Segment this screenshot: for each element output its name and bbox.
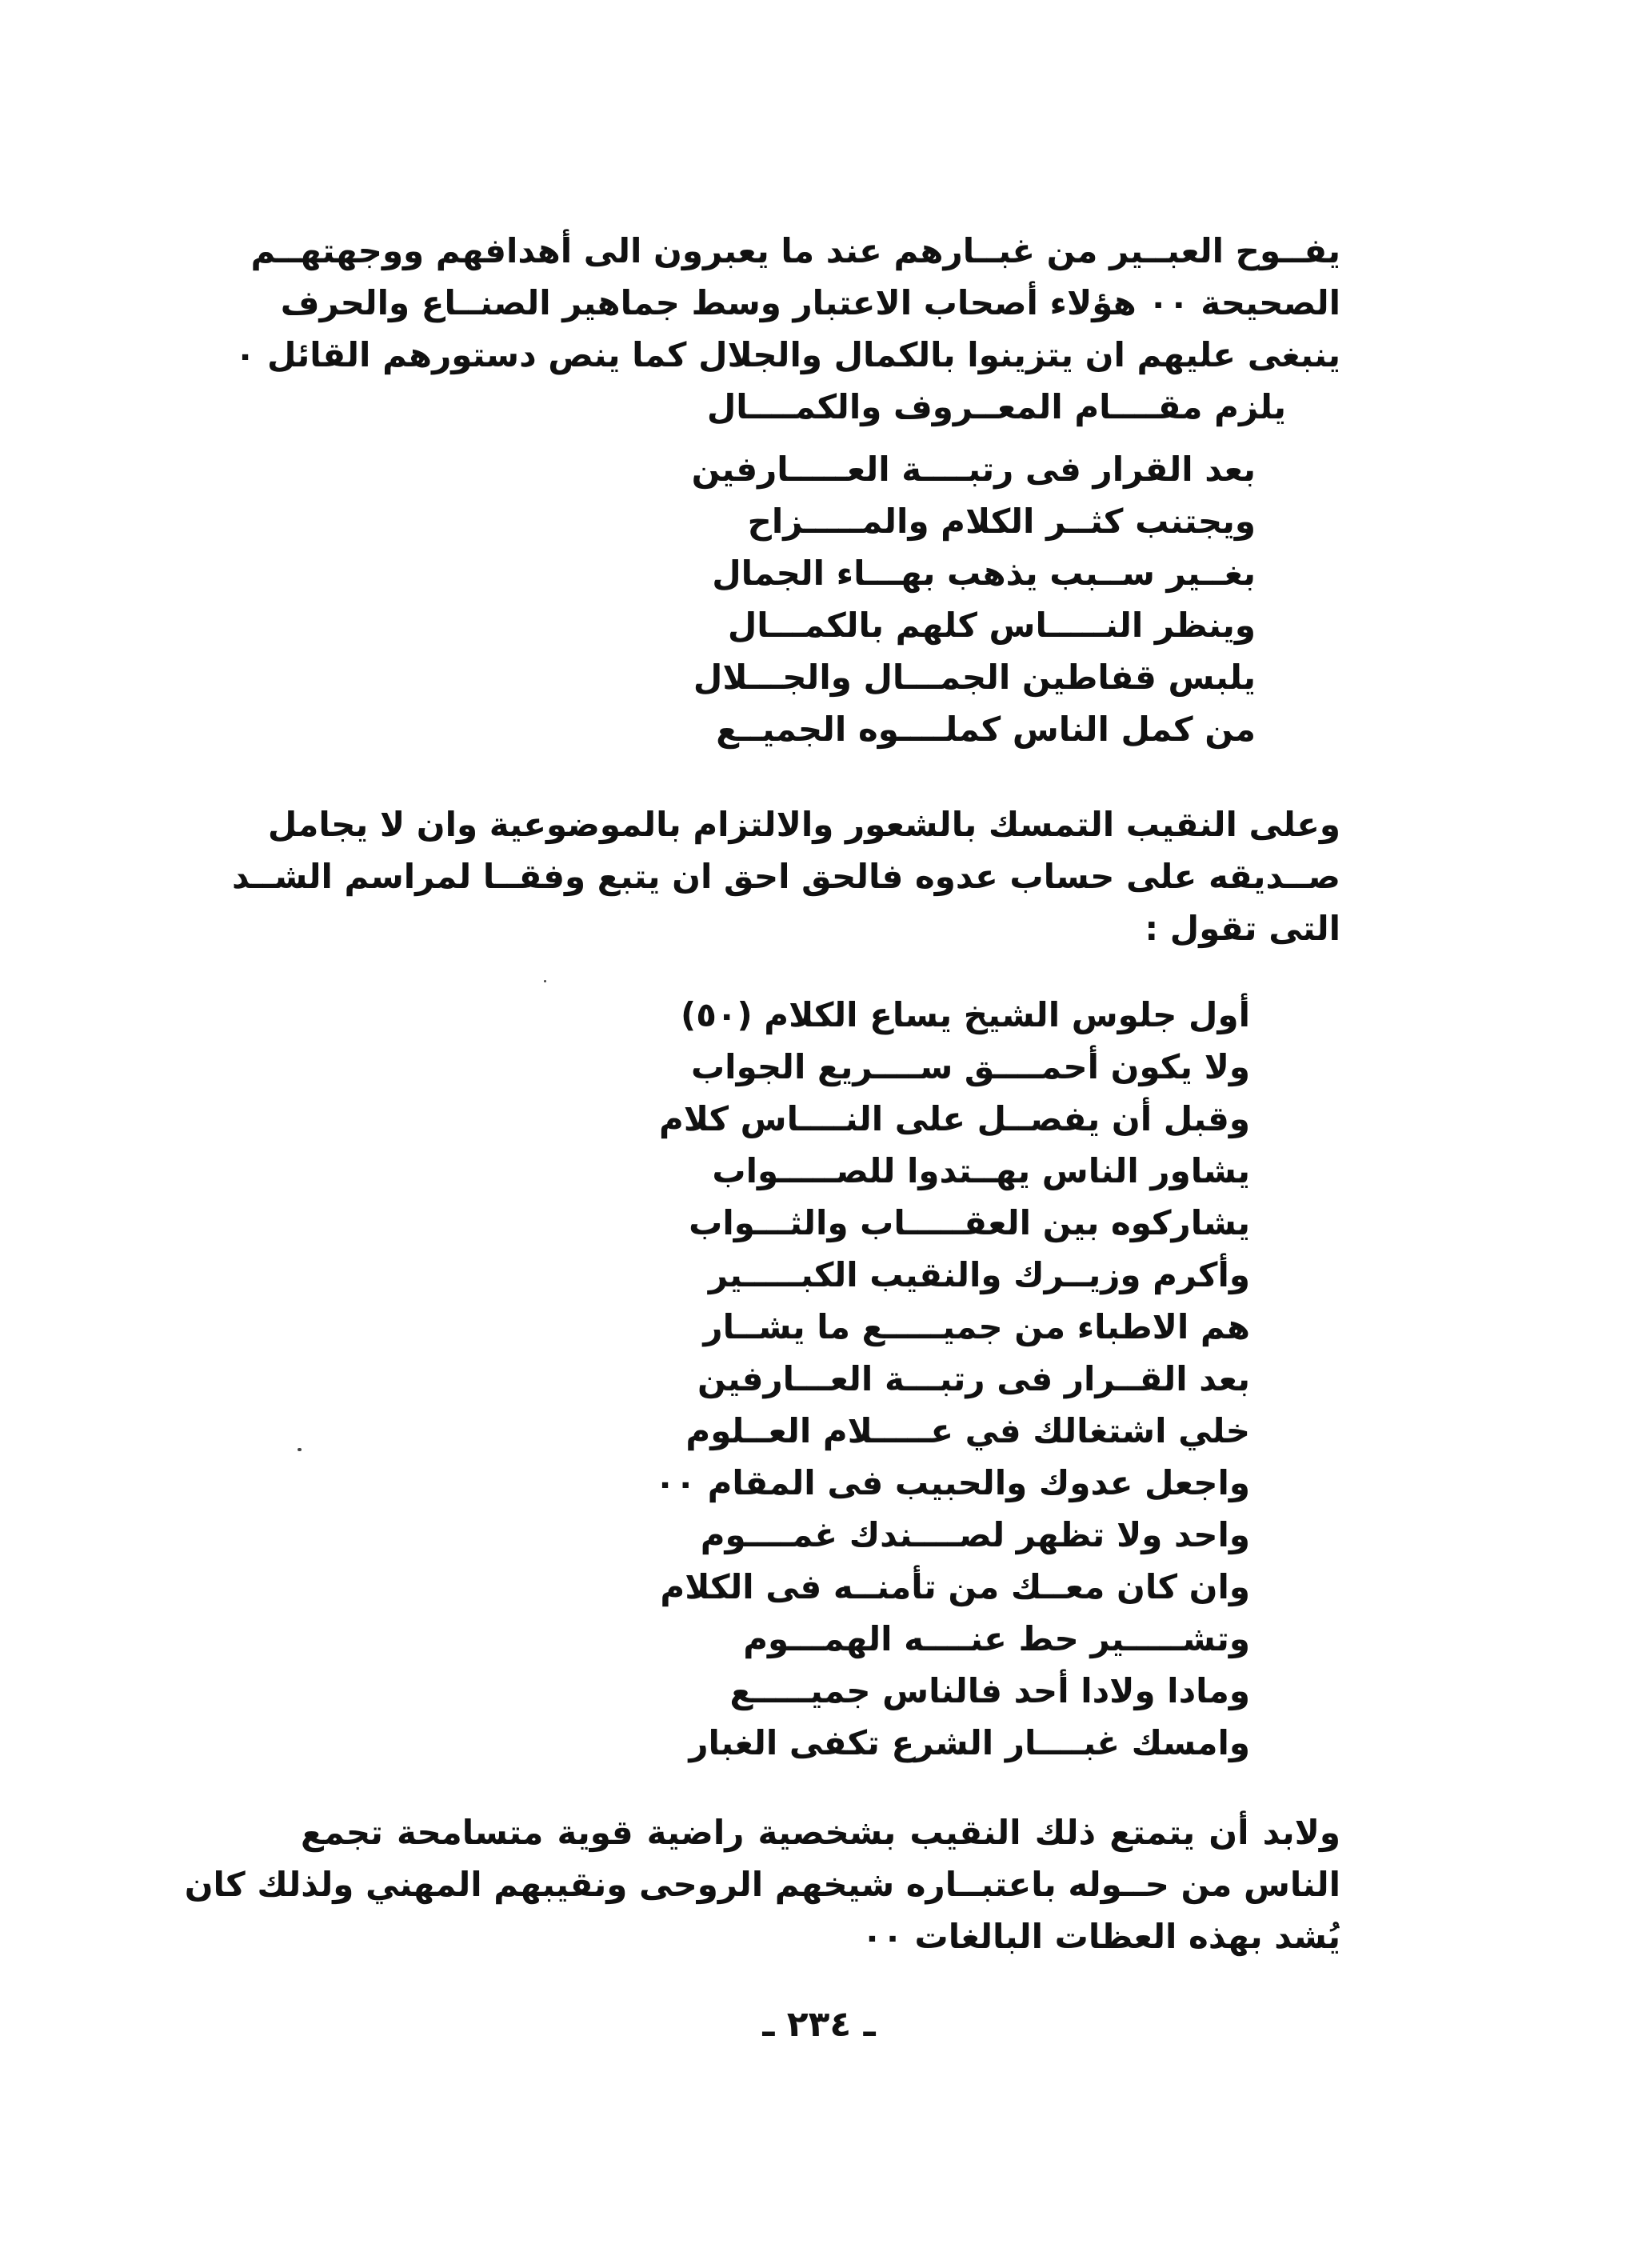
verse-line: واحد ولا تظهر لصــــندك غمــــوم xyxy=(700,1515,1250,1554)
page-number: ـ ٢٣٤ ـ xyxy=(762,2004,876,2045)
verse-line: وينظر النـــــاس كلهم بالكمـــال xyxy=(727,606,1256,645)
verse-line: هم الاطباء من جميـــــع ما يشــار xyxy=(703,1307,1250,1346)
verse-line: وامسك غبــــار الشرع تكفى الغبار xyxy=(689,1723,1250,1762)
text-line: الناس من حــوله باعتبــاره شيخهم الروحى ونقيبهم المهني ولذلك كان xyxy=(184,1865,1340,1904)
scan-speck xyxy=(298,1448,302,1451)
text-line: وعلى النقيب التمسك بالشعور والالتزام بالموضوعية وان لا يجامل xyxy=(267,805,1340,844)
verse-line: خلي اشتغالك في عـــــلام العــلوم xyxy=(685,1411,1250,1450)
verse-line: وأكرم وزيــرك والنقيب الكبـــــير xyxy=(708,1255,1250,1294)
verse-line: من كمل الناس كملــــوه الجميــع xyxy=(716,710,1256,749)
text-line: التى تقول : xyxy=(1145,909,1340,948)
verse-line: ويجتنب كثــر الكلام والمـــــزاح xyxy=(747,502,1256,541)
text-line: صــديقه على حساب عدوه فالحق احق ان يتبع وفقــا لمراسم الشــد xyxy=(232,857,1340,896)
text-line: يفــوح العبــير من غبــارهم عند ما يعبرون الى أهدافهم ووجهتهــم xyxy=(250,231,1340,270)
scan-speck xyxy=(544,980,546,982)
verse-line: يشاركوه بين العقـــــاب والثـــواب xyxy=(689,1203,1250,1242)
verse-line: بعد القرار فى رتبــــة العـــــارفين xyxy=(691,450,1256,489)
verse-line: وتشـــــير حط عنــــه الهمـــوم xyxy=(743,1619,1250,1658)
verse-line: أول جلوس الشيخ يساع الكلام (٥٠) xyxy=(681,995,1250,1034)
verse-line: وان كان معــك من تأمنــه فى الكلام xyxy=(660,1567,1250,1606)
verse-line: يلبس قفاطين الجمـــال والجـــلال xyxy=(693,658,1256,697)
verse-line: بغــير ســبب يذهب بهـــاء الجمال xyxy=(712,554,1256,593)
verse-line: يشاور الناس يهــتدوا للصـــــواب xyxy=(712,1151,1250,1190)
text-line: ولابد أن يتمتع ذلك النقيب بشخصية راضية قوية متسامحة تجمع xyxy=(301,1813,1340,1852)
text-line: يُشد بهذه العظات البالغات ٠٠ xyxy=(861,1917,1340,1956)
verse-line: بعد القــرار فى رتبـــة العـــارفين xyxy=(697,1359,1250,1398)
text-line: ينبغى عليهم ان يتزينوا بالكمال والجلال كما ينص دستورهم القائل ٠ xyxy=(234,335,1340,374)
verse-line: واجعل عدوك والحبيب فى المقام ٠٠ xyxy=(654,1463,1250,1502)
verse-line: يلزم مقــــام المعــروف والكمــــال xyxy=(706,387,1286,426)
text-line: الصحيحة ٠٠ هؤلاء أصحاب الاعتبار وسط جماهير الصنــاع والحرف xyxy=(280,283,1340,322)
verse-line: وقبل أن يفصــل على النــــاس كلام xyxy=(658,1099,1250,1138)
verse-line: ولا يكون أحمــــق ســــريع الجواب xyxy=(690,1047,1250,1086)
verse-line: ومادا ولادا أحد فالناس جميـــــع xyxy=(729,1671,1250,1710)
